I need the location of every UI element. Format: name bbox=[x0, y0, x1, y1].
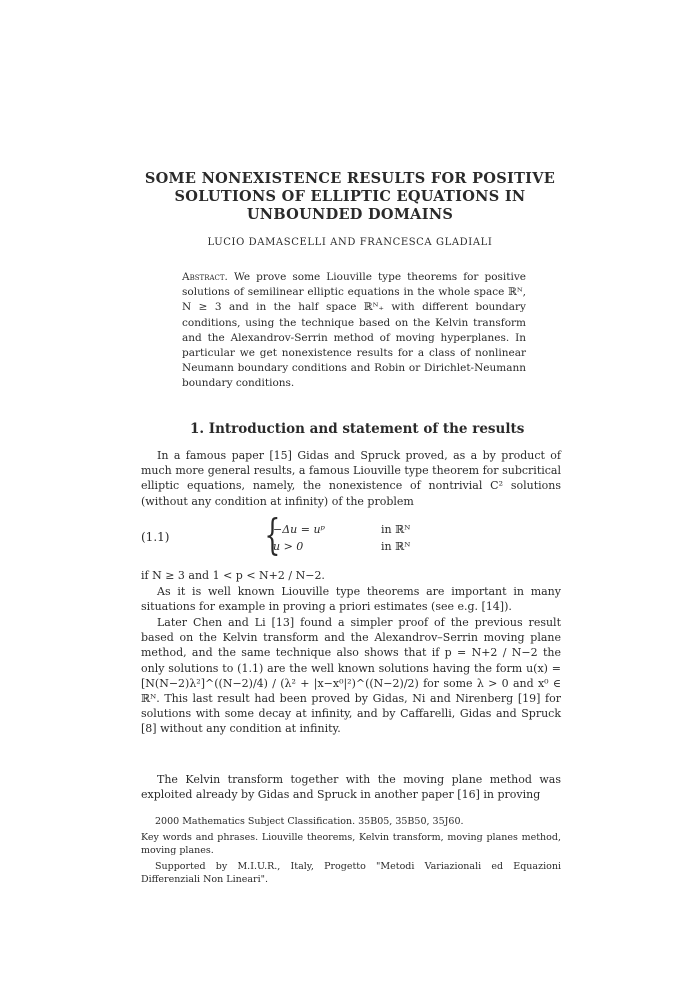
paragraph-condition: if N ≥ 3 and 1 < p < N+2 / N−2. bbox=[141, 569, 325, 582]
equation-line-2-domain: in ℝᴺ bbox=[381, 540, 411, 553]
paper-authors: LUCIO DAMASCELLI AND FRANCESCA GLADIALI bbox=[207, 237, 493, 248]
equation-line-2: u > 0 bbox=[273, 540, 304, 553]
footnotes bbox=[141, 815, 561, 889]
footnote-msc: 2000 Mathematics Subject Classification. 35B05, 35B50, 35J60. bbox=[155, 816, 464, 827]
abstract-text: We prove some Liouville type theorems for positive solutions of semilinear elliptic equations in the whole space ℝᴺ, N ≥ 3 and in the half space ℝᴺ₊ with different boundary conditions, using the technique based on the Kelvin transform and the Alexandrov-Serrin method of moving hyperplanes. In particular we get nonexistence results for a class of nonlinear Neumann boundary conditions and Robin or Dirichlet-Neumann boundary conditions. bbox=[182, 271, 526, 390]
equation-line-1: −Δu = uᵖ bbox=[273, 523, 325, 536]
paragraph-intro: In a famous paper [15] Gidas and Spruck proved, as a by product of much more general results, a famous Liouville type theorem for subcritical elliptic equations, namely, the nonexistence of nontrivial C² solutions (without any condition at infinity) of the problem bbox=[141, 449, 561, 508]
abstract bbox=[182, 270, 526, 392]
equation-brace: { bbox=[264, 510, 281, 559]
footnote-keywords: Key words and phrases. Liouville theorems, Kelvin transform, moving planes method, moving planes. bbox=[141, 832, 561, 856]
equation-1-1 bbox=[141, 510, 561, 560]
abstract-label: Abstract. bbox=[182, 271, 228, 283]
equation-number: (1.1) bbox=[141, 530, 170, 544]
equation-line-1-domain: in ℝᴺ bbox=[381, 523, 411, 536]
paper-title: SOME NONEXISTENCE RESULTS FOR POSITIVE SOLUTIONS OF ELLIPTIC EQUATIONS IN UNBOUNDED DOMAINS bbox=[144, 170, 556, 223]
paragraph-kelvin: The Kelvin transform together with the moving plane method was exploited already by Gidas and Spruck in another paper [16] in proving bbox=[141, 773, 561, 802]
paragraph-liouville: As it is well known Liouville type theorems are important in many situations for example in proving a priori estimates (see e.g. [14]). bbox=[141, 585, 561, 614]
section-heading: 1. Introduction and statement of the results bbox=[190, 421, 525, 437]
paragraph-chen-li: Later Chen and Li [13] found a simpler proof of the previous result based on the Kelvin transform and the Alexandrov–Serrin moving plane method, and the same technique also shows that if p = N+2 / N−2 the only solutions to (1.1) are the well known solutions having the form u(x) = [N(N−2)λ²]^((N−2)/4) / (λ² + |x−x⁰|²)^((N−2)/2) for some λ > 0 and x⁰ ∈ ℝᴺ. This last result had been proved by Gidas, Ni and Nirenberg [19] for solutions with some decay at infinity, and by Caffarelli, Gidas and Spruck [8] without any condition at infinity. bbox=[141, 616, 561, 736]
footnote-support: Supported by M.I.U.R., Italy, Progetto "Metodi Variazionali ed Equazioni Differenziali Non Lineari". bbox=[141, 861, 561, 885]
